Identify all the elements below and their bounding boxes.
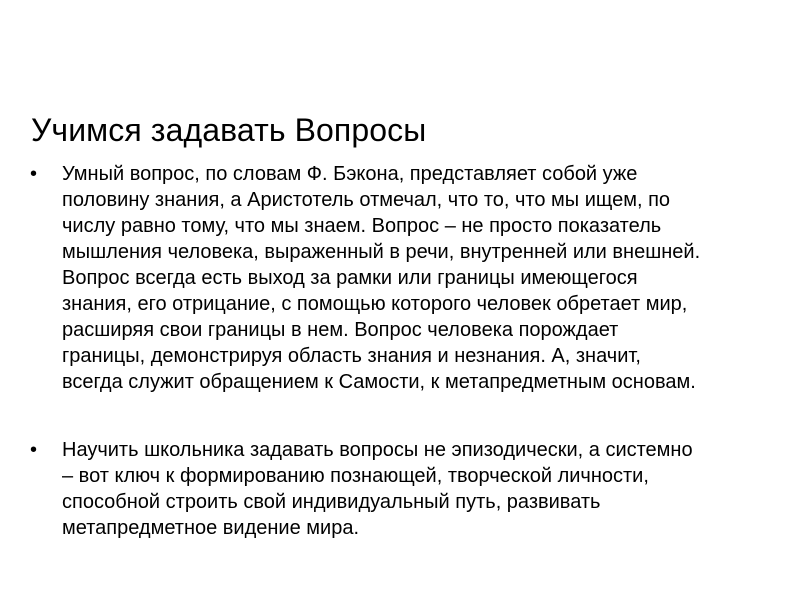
- text-line: метапредметное видение мира.: [62, 517, 360, 539]
- text-line: Вопрос всегда есть выход за рамки или границы имеющегося: [62, 267, 638, 289]
- text-line: способной строить свой индивидуальный путь, развивать: [62, 491, 601, 513]
- text-line: всегда служит обращением к Самости, к метапредметным основам.: [62, 371, 696, 393]
- text-line: знания, его отрицание, с помощью которого человек обретает мир,: [62, 293, 688, 315]
- bullet-marker-icon: •: [30, 163, 38, 185]
- text-line: половину знания, а Аристотель отмечал, что то, что мы ищем, по: [62, 189, 671, 211]
- text-line: Научить школьника задавать вопросы не эпизодически, а системно: [62, 439, 693, 461]
- text-line: числу равно тому, что мы знаем. Вопрос – не просто показатель: [62, 215, 662, 237]
- text-line: Умный вопрос, по словам Ф. Бэкона, представляет собой уже: [62, 163, 638, 185]
- text-line: расширяя свои границы в нем. Вопрос человека порождает: [62, 319, 619, 341]
- text-line: мышления человека, выраженный в речи, внутренней или внешней.: [62, 241, 701, 263]
- slide-title: Учимся задавать Вопросы: [31, 112, 427, 148]
- bullet-text: [62, 161, 792, 395]
- bullet-text: [62, 437, 792, 541]
- bullet-marker-icon: •: [30, 439, 38, 461]
- text-line: – вот ключ к формированию познающей, творческой личности,: [62, 465, 649, 487]
- text-line: границы, демонстрируя область знания и незнания. А, значит,: [62, 345, 641, 367]
